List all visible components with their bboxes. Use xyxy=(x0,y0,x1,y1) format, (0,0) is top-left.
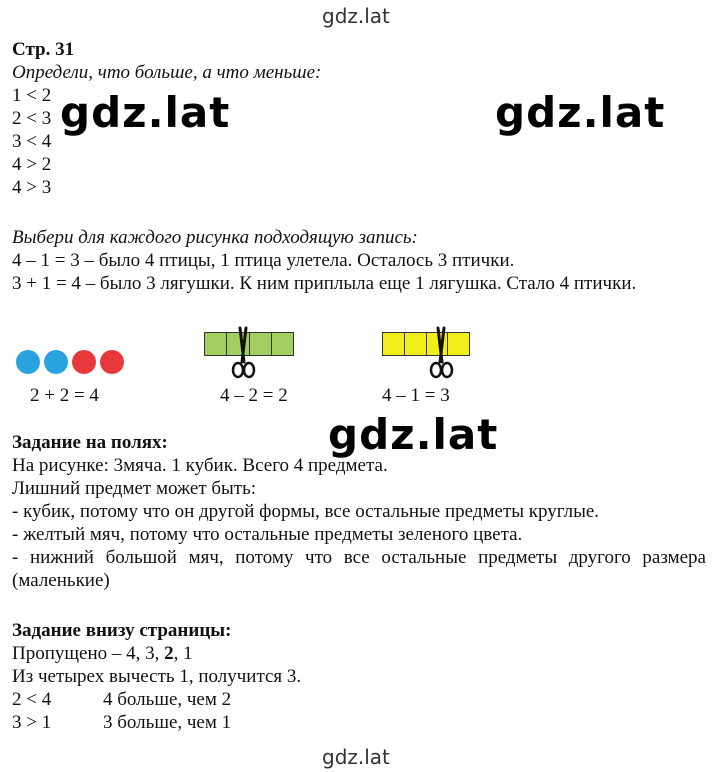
task1-prompt: Определи, что больше, а что меньше: xyxy=(12,62,322,83)
missing-numbers-line xyxy=(12,642,193,665)
red-dot xyxy=(100,350,124,374)
yellow-caption: 4 – 1 = 3 xyxy=(382,385,450,406)
watermark-bottom: gdz.lat xyxy=(322,745,390,769)
red-dot xyxy=(72,350,96,374)
comparison-line: 2 < 3 xyxy=(12,108,52,129)
margin-task-line: - кубик, потому что он другой формы, все остальные предметы круглые. xyxy=(12,501,600,522)
task2-line: 3 + 1 = 4 – было 3 лягушки. К ним приплыла еще 1 лягушка. Стало 4 птички. xyxy=(12,273,637,294)
comparison-line: 3 < 4 xyxy=(12,131,52,152)
margin-task-line: - нижний большой мяч, потому что все остальные предметы другого размера xyxy=(12,547,706,568)
blue-dot xyxy=(44,350,68,374)
blue-dot xyxy=(16,350,40,374)
green-caption: 4 – 2 = 2 xyxy=(220,385,288,406)
margin-task-title: Задание на полях: xyxy=(12,432,168,453)
scissors-icon xyxy=(426,326,456,382)
page-label: Стр. 31 xyxy=(12,39,75,60)
missing-prefix: Пропущено – 4, 3, xyxy=(12,643,165,664)
margin-task-line: - желтый мяч, потому что остальные предметы зеленого цвета. xyxy=(12,524,523,545)
bottom-task-title: Задание внизу страницы: xyxy=(12,620,232,641)
watermark-left: gdz.lat xyxy=(60,88,231,137)
margin-task-line: (маленькие) xyxy=(12,570,110,591)
comparison-line: 4 > 2 xyxy=(12,154,52,175)
compare-text: 3 больше, чем 1 xyxy=(103,712,232,733)
subtraction-line: Из четырех вычесть 1, получится 3. xyxy=(12,666,302,687)
compare-expr: 3 > 1 xyxy=(12,712,52,733)
task2-line: 4 – 1 = 3 – было 4 птицы, 1 птица улетела. Осталось 3 птички. xyxy=(12,250,515,271)
watermark-right: gdz.lat xyxy=(495,88,666,137)
comparison-line: 4 > 3 xyxy=(12,177,52,198)
watermark-center: gdz.lat xyxy=(328,410,499,459)
scissors-icon xyxy=(228,326,258,382)
task2-prompt: Выбери для каждого рисунка подходящую запись: xyxy=(12,227,418,248)
missing-suffix: , 1 xyxy=(173,643,193,664)
missing-number: 2 xyxy=(164,643,174,664)
compare-text: 4 больше, чем 2 xyxy=(103,689,232,710)
margin-task-line: На рисунке: 3мяча. 1 кубик. Всего 4 предмета. xyxy=(12,455,388,476)
dots-caption: 2 + 2 = 4 xyxy=(30,385,99,406)
watermark-top: gdz.lat xyxy=(322,4,390,28)
margin-task-line: Лишний предмет может быть: xyxy=(12,478,257,499)
compare-expr: 2 < 4 xyxy=(12,689,52,710)
comparison-line: 1 < 2 xyxy=(12,85,52,106)
